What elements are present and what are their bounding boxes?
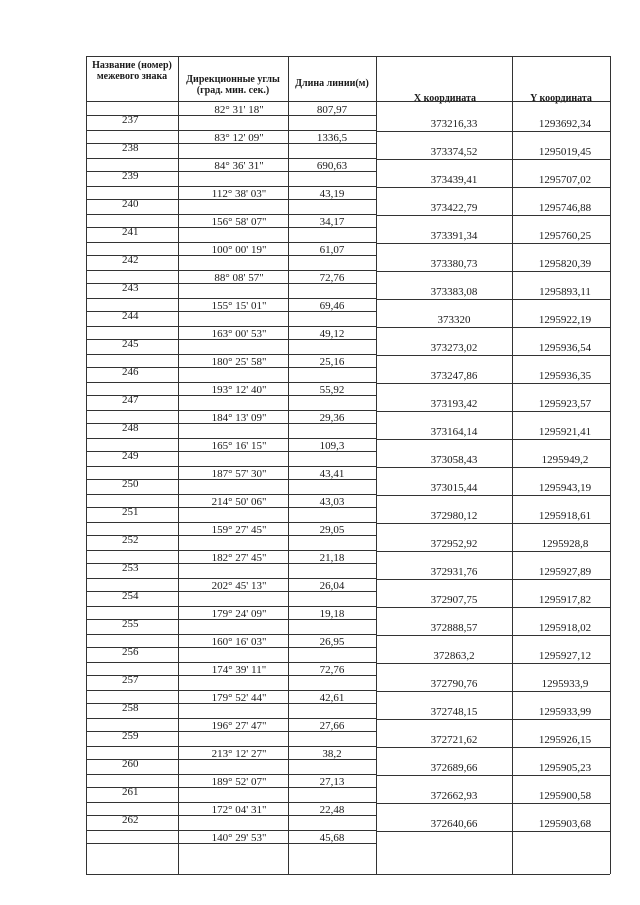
line-length: 72,76 [319, 272, 345, 284]
point-row-line [86, 690, 376, 691]
y-coordinate: 1295905,23 [538, 762, 592, 774]
point-name: 252 [122, 534, 139, 546]
column-border [178, 56, 179, 874]
line-length: 27,13 [319, 776, 345, 788]
direction-angle: 88° 08' 57" [214, 272, 264, 284]
point-row-line [86, 578, 376, 579]
point-row-line [86, 438, 376, 439]
header-x: X координата [413, 93, 477, 104]
y-coordinate: 1295936,35 [538, 370, 592, 382]
line-length: 21,18 [319, 552, 345, 564]
line-length: 34,17 [319, 216, 345, 228]
x-coordinate: 372863,2 [433, 650, 475, 662]
point-name: 241 [122, 226, 139, 238]
line-length: 45,68 [319, 832, 345, 844]
coordinate-row-line [376, 215, 610, 216]
line-length: 1336,5 [316, 132, 348, 144]
x-coordinate: 373380,73 [430, 258, 478, 270]
direction-angle: 165° 16' 15" [211, 440, 267, 452]
direction-angle: 214° 50' 06" [211, 496, 267, 508]
x-coordinate: 373320 [437, 314, 471, 326]
x-coordinate: 372980,12 [430, 510, 478, 522]
line-length: 807,97 [316, 104, 348, 116]
direction-angle: 184° 13' 09" [211, 412, 267, 424]
line-length: 25,16 [319, 356, 345, 368]
column-border [86, 56, 87, 874]
line-length: 38,2 [322, 748, 342, 760]
point-row-line [86, 522, 376, 523]
direction-angle: 172° 04' 31" [211, 804, 267, 816]
point-name: 257 [122, 674, 139, 686]
coordinate-row-line [376, 635, 610, 636]
column-border [610, 56, 611, 874]
point-name: 253 [122, 562, 139, 574]
coordinate-row-line [376, 439, 610, 440]
y-coordinate: 1295927,89 [538, 566, 592, 578]
point-name: 256 [122, 646, 139, 658]
x-coordinate: 373247,86 [430, 370, 478, 382]
point-row-line [86, 466, 376, 467]
point-name: 242 [122, 254, 139, 266]
point-name: 245 [122, 338, 139, 350]
direction-angle: 83° 12' 09" [214, 132, 264, 144]
coordinate-row-line [376, 831, 610, 832]
direction-angle: 189° 52' 07" [211, 776, 267, 788]
y-coordinate: 1295921,41 [538, 426, 592, 438]
table-border-bottom [86, 874, 610, 875]
line-length: 72,76 [319, 664, 345, 676]
line-length: 19,18 [319, 608, 345, 620]
y-coordinate: 1295917,82 [538, 594, 592, 606]
line-length: 22,48 [319, 804, 345, 816]
line-length: 61,07 [319, 244, 345, 256]
x-coordinate: 373015,44 [430, 482, 478, 494]
line-length: 109,3 [319, 440, 345, 452]
column-border [512, 56, 513, 874]
point-name: 250 [122, 478, 139, 490]
point-name: 249 [122, 450, 139, 462]
point-name: 251 [122, 506, 139, 518]
point-name: 238 [122, 142, 139, 154]
direction-angle: 112° 38' 03" [211, 188, 267, 200]
x-coordinate: 373439,41 [430, 174, 478, 186]
y-coordinate: 1295893,11 [539, 286, 591, 298]
header-y: Y координата [530, 93, 592, 104]
direction-angle: 100° 00' 19" [211, 244, 267, 256]
y-coordinate: 1295760,25 [538, 230, 592, 242]
point-row-line [86, 830, 376, 831]
coordinate-row-line [376, 747, 610, 748]
y-coordinate: 1295820,39 [538, 258, 592, 270]
header-name: Название (номер) межевого знака [92, 60, 172, 82]
direction-angle: 174° 39' 11" [211, 664, 267, 676]
coordinate-row-line [376, 551, 610, 552]
y-coordinate: 1295927,12 [538, 650, 592, 662]
point-name: 244 [122, 310, 139, 322]
point-row-line [86, 186, 376, 187]
y-coordinate: 1295933,99 [538, 706, 592, 718]
y-coordinate: 1295019,45 [538, 146, 592, 158]
point-row-line [86, 214, 376, 215]
line-length: 43,41 [319, 468, 345, 480]
y-coordinate: 1295900,58 [538, 790, 592, 802]
coordinate-row-line [376, 719, 610, 720]
header-divider [86, 101, 610, 102]
point-row-line [86, 242, 376, 243]
y-coordinate: 1295746,88 [538, 202, 592, 214]
direction-angle: 82° 31' 18" [214, 104, 264, 116]
y-coordinate: 1295923,57 [538, 398, 592, 410]
segment-row-line [86, 843, 376, 844]
line-length: 26,04 [319, 580, 345, 592]
point-row-line [86, 606, 376, 607]
point-row-line [86, 802, 376, 803]
line-length: 69,46 [319, 300, 345, 312]
point-row-line [86, 774, 376, 775]
coordinate-row-line [376, 327, 610, 328]
coordinate-row-line [376, 271, 610, 272]
point-row-line [86, 130, 376, 131]
line-length: 690,63 [316, 160, 348, 172]
y-coordinate: 1295936,54 [538, 342, 592, 354]
table-border-top [86, 56, 610, 57]
x-coordinate: 373193,42 [430, 398, 478, 410]
direction-angle: 163° 00' 53" [211, 328, 267, 340]
point-name: 243 [122, 282, 139, 294]
point-name: 237 [122, 114, 139, 126]
x-coordinate: 372931,76 [430, 566, 478, 578]
x-coordinate: 372748,15 [430, 706, 478, 718]
point-row-line [86, 270, 376, 271]
point-name: 247 [122, 394, 139, 406]
line-length: 42,61 [319, 692, 345, 704]
x-coordinate: 372689,66 [430, 762, 478, 774]
coordinate-row-line [376, 803, 610, 804]
point-name: 262 [122, 814, 139, 826]
direction-angle: 159° 27' 45" [211, 524, 267, 536]
x-coordinate: 373391,34 [430, 230, 478, 242]
coordinate-row-line [376, 411, 610, 412]
x-coordinate: 373374,52 [430, 146, 478, 158]
line-length: 26,95 [319, 636, 345, 648]
y-coordinate: 1295918,61 [538, 510, 592, 522]
y-coordinate: 1295949,2 [541, 454, 589, 466]
x-coordinate: 373273,02 [430, 342, 478, 354]
coordinate-row-line [376, 243, 610, 244]
line-length: 29,05 [319, 524, 345, 536]
coordinate-row-line [376, 691, 610, 692]
point-name: 239 [122, 170, 139, 182]
point-name: 248 [122, 422, 139, 434]
coordinate-row-line [376, 663, 610, 664]
direction-angle: 187° 57' 30" [211, 468, 267, 480]
point-name: 261 [122, 786, 139, 798]
point-row-line [86, 354, 376, 355]
point-row-line [86, 326, 376, 327]
line-length: 43,03 [319, 496, 345, 508]
line-length: 55,92 [319, 384, 345, 396]
direction-angle: 193° 12' 40" [211, 384, 267, 396]
coordinate-row-line [376, 299, 610, 300]
point-row-line [86, 410, 376, 411]
point-row-line [86, 494, 376, 495]
coordinate-row-line [376, 159, 610, 160]
point-name: 260 [122, 758, 139, 770]
y-coordinate: 1295933,9 [541, 678, 589, 690]
point-name: 246 [122, 366, 139, 378]
column-border [376, 56, 377, 874]
x-coordinate: 373058,43 [430, 454, 478, 466]
coordinate-row-line [376, 467, 610, 468]
x-coordinate: 372952,92 [430, 538, 478, 550]
x-coordinate: 372662,93 [430, 790, 478, 802]
point-row-line [86, 298, 376, 299]
y-coordinate: 1295943,19 [538, 482, 592, 494]
y-coordinate: 1293692,34 [538, 118, 592, 130]
point-row-line [86, 158, 376, 159]
coordinate-row-line [376, 383, 610, 384]
coordinate-row-line [376, 579, 610, 580]
point-row-line [86, 746, 376, 747]
point-row-line [86, 382, 376, 383]
direction-angle: 160° 16' 03" [211, 636, 267, 648]
line-length: 27,66 [319, 720, 345, 732]
point-row-line [86, 634, 376, 635]
point-name: 254 [122, 590, 139, 602]
point-row-line [86, 718, 376, 719]
point-row-line [86, 550, 376, 551]
point-name: 255 [122, 618, 139, 630]
point-name: 258 [122, 702, 139, 714]
direction-angle: 156° 58' 07" [211, 216, 267, 228]
coordinate-row-line [376, 775, 610, 776]
y-coordinate: 1295922,19 [538, 314, 592, 326]
x-coordinate: 373216,33 [430, 118, 478, 130]
coordinate-row-line [376, 355, 610, 356]
header-length: Длина линии(м) [295, 78, 369, 89]
x-coordinate: 372790,76 [430, 678, 478, 690]
line-length: 29,36 [319, 412, 345, 424]
point-row-line [86, 662, 376, 663]
direction-angle: 213° 12' 27" [211, 748, 267, 760]
direction-angle: 180° 25' 58" [211, 356, 267, 368]
point-name: 240 [122, 198, 139, 210]
direction-angle: 140° 29' 53" [211, 832, 267, 844]
direction-angle: 202° 45' 13" [211, 580, 267, 592]
direction-angle: 84° 36' 31" [214, 160, 264, 172]
x-coordinate: 372907,75 [430, 594, 478, 606]
point-name: 259 [122, 730, 139, 742]
y-coordinate: 1295918,02 [538, 622, 592, 634]
x-coordinate: 372888,57 [430, 622, 478, 634]
coordinate-row-line [376, 607, 610, 608]
direction-angle: 179° 24' 09" [211, 608, 267, 620]
x-coordinate: 373383,08 [430, 286, 478, 298]
coordinate-row-line [376, 131, 610, 132]
line-length: 49,12 [319, 328, 345, 340]
x-coordinate: 373164,14 [430, 426, 478, 438]
x-coordinate: 373422,79 [430, 202, 478, 214]
line-length: 43,19 [319, 188, 345, 200]
y-coordinate: 1295903,68 [538, 818, 592, 830]
y-coordinate: 1295928,8 [541, 538, 589, 550]
coordinate-row-line [376, 495, 610, 496]
direction-angle: 196° 27' 47" [211, 720, 267, 732]
x-coordinate: 372640,66 [430, 818, 478, 830]
y-coordinate: 1295926,15 [538, 734, 592, 746]
column-border [288, 56, 289, 874]
coordinate-row-line [376, 523, 610, 524]
x-coordinate: 372721,62 [430, 734, 478, 746]
header-angle: Дирекционные углы (град. мин. сек.) [186, 74, 280, 96]
direction-angle: 179° 52' 44" [211, 692, 267, 704]
y-coordinate: 1295707,02 [538, 174, 592, 186]
coordinate-row-line [376, 187, 610, 188]
direction-angle: 182° 27' 45" [211, 552, 267, 564]
direction-angle: 155° 15' 01" [211, 300, 267, 312]
